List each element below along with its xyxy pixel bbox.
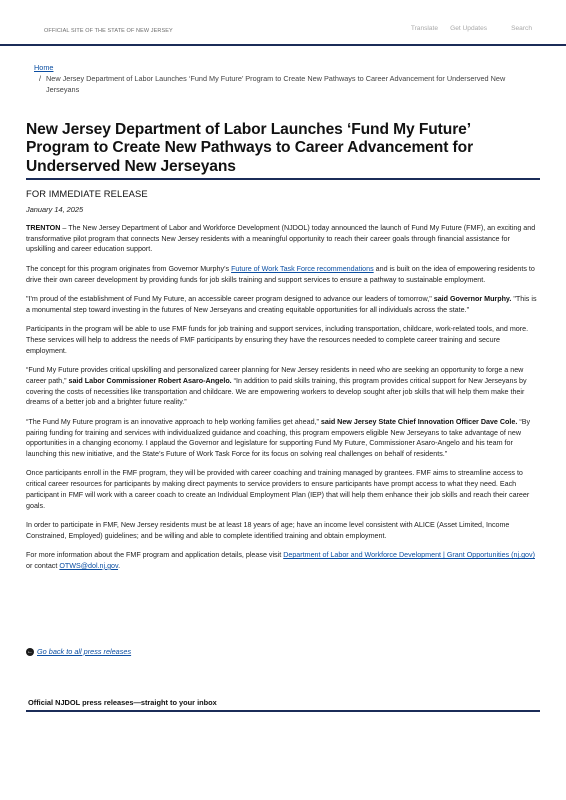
paragraph-6-speaker: said New Jersey State Chief Innovation Officer Dave Cole. (320, 417, 518, 426)
get-updates-link[interactable]: Get Updates (450, 25, 488, 32)
contact-email-link[interactable]: OTWS@dol.nj.gov (59, 561, 119, 570)
article-body (26, 223, 540, 580)
paragraph-5-quote: “Fund My Future provides critical upskilling and personalized career planning for New Jersey residents in need who are seeking an opportunity to forge a new career path,” (26, 366, 524, 385)
paragraph-5-text: “In addition to paid skills training, this program provides critical support for New Jerseyans by covering the costs of necessities like transportation and childcare. We are empowering workers to develop sought after job skills that will help them make their dreams of a better job and a brighter future reality.” (26, 376, 527, 407)
paragraph-3 (26, 294, 540, 315)
title-divider (26, 178, 540, 180)
paragraph-5 (26, 365, 540, 408)
paragraph-9 (26, 550, 540, 571)
paragraph-6 (26, 417, 540, 460)
paragraph-9-text-a: For more information about the FMF program and application details, please visit (26, 551, 284, 560)
grant-opportunities-link[interactable]: Department of Labor and Workforce Development | Grant Opportunities (nj.gov) (283, 551, 535, 560)
release-date: January 14, 2025 (26, 205, 84, 214)
paragraph-9-text-c: . (118, 561, 121, 570)
official-site-label: OFFICIAL SITE OF THE STATE OF NEW JERSEY (44, 28, 173, 34)
search-link[interactable]: Search (511, 25, 532, 32)
release-label: FOR IMMEDIATE RELEASE (26, 188, 148, 199)
breadcrumb-current-row (34, 73, 534, 95)
task-force-link[interactable]: Future of Work Task Force recommendations (231, 264, 374, 273)
top-bar (0, 0, 566, 46)
page-title: New Jersey Department of Labor Launches ‘Fund My Future’ Program to Create New Pathways to Career Advancement for Underserved New Jerseyans (26, 121, 474, 175)
paragraph-2-text-a: The concept for this program originates from Governor Murphy’s (26, 264, 232, 273)
back-to-releases[interactable] (26, 647, 131, 656)
breadcrumb-separator: / (39, 74, 42, 83)
paragraph-7: Once participants enroll in the FMF program, they will be provided with career coaching and training managed by grantees. FMF aims to streamline access to critical career resources for participants by making direct payments to service providers to ensure participants have prompt access to what they need. Each participant in FMF will work with a career coach to create an Individual Employment Plan (IEP) that will help them enhance their job skills and reach their career goals. (26, 469, 530, 510)
paragraph-4: Participants in the program will be able to use FMF funds for job training and support services, including transportation, childcare, work-related tools, and more. These services will help to address the needs of FMF participants by ensuring they have the resources needed to complete career training and secure employment. (26, 325, 529, 355)
paragraph-3-quote: "I'm proud of the establishment of Fund My Future, an accessible career program designed to advance our leaders of tomorrow," (26, 295, 434, 304)
paragraph-9-text-b: or contact (26, 561, 60, 570)
breadcrumb-current: New Jersey Department of Labor Launches ‘Fund My Future’ Program to Create New Pathways to Career Advancement for Underserved New Jerseyans (46, 74, 506, 94)
paragraph-2 (26, 264, 540, 285)
header-links (411, 25, 532, 32)
newsletter-divider (26, 710, 540, 712)
translate-link[interactable]: Translate (410, 25, 439, 32)
paragraph-3-text: "This is a monumental step toward investing in the futures of New Jerseyans and creating equitable opportunities for all individuals across the state." (26, 295, 537, 314)
breadcrumb (34, 62, 534, 95)
paragraph-1-text: – The New Jersey Department of Labor and Workforce Development (NJDOL) today announced the launch of Fund My Future (FMF), an exciting and transformative pilot program that connects New Jersey residents with a meaningful opportunity to reach their career goals through financial assistance for upskilling and career education support. (26, 224, 536, 254)
paragraph-6-quote: “The Fund My Future program is an innovative approach to help working families get ahead,” (26, 417, 321, 426)
back-to-releases-link[interactable]: Go back to all press releases (37, 647, 132, 656)
breadcrumb-home-link[interactable]: Home (34, 63, 54, 72)
newsletter-heading: Official NJDOL press releases—straight to your inbox (28, 698, 217, 707)
dateline: TRENTON (26, 224, 61, 232)
paragraph-6-text: “By pairing funding for training and services with individualized guidance and coaching, this program empowers eligible New Jerseyans to take advantage of new opportunities in a changing economy. I applaud the Governor and legislature for supporting Fund My Future, Commissioner Asaro-Angelo and his team for launching this new initiative, and the State’s Future of Work Task Force for its focus on solving real challenges on behalf of residents.” (26, 417, 531, 458)
paragraph-3-speaker: said Governor Murphy. (433, 295, 512, 304)
paragraph-8: In order to participate in FMF, New Jersey residents must be at least 18 years of age; have an income level consistent with ALICE (Asset Limited, Income Constrained, Employed) guidelines; and be willing and able to complete identified training and obtain employment. (26, 521, 510, 540)
paragraph-2-text-b: and is built on the idea of empowering residents to drive their own career development by providing funds for job skills training and support services to ensure a pathway to sustainable employment. (26, 264, 535, 284)
paragraph-1 (26, 223, 540, 255)
paragraph-5-speaker: said Labor Commissioner Robert Asaro-Angelo. (68, 376, 232, 385)
arrow-left-circle-icon: ← (27, 648, 33, 655)
